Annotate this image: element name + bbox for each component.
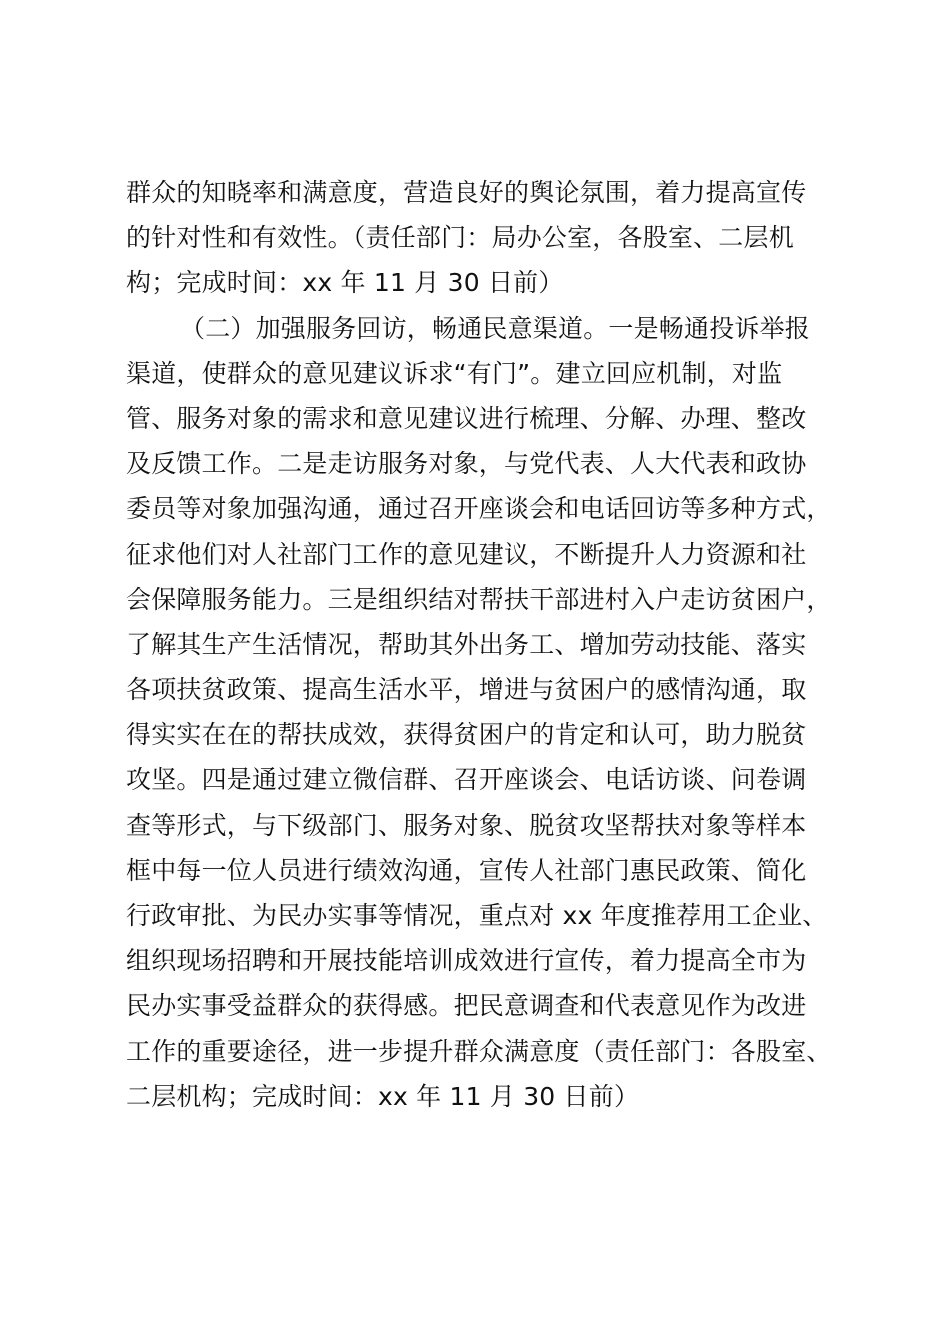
text-line: 组织现场招聘和开展技能培训成效进行宣传，着力提高全市为 — [126, 946, 807, 976]
text-line: 框中每一位人员进行绩效沟通，宣传人社部门惠民政策、简化 — [126, 855, 807, 885]
text-line: 得实实在在的帮扶成效，获得贫困户的肯定和认可，助力脱贫 — [126, 720, 807, 750]
text-line: 的针对性和有效性。（责任部门：局办公室，各股室、二层机 — [126, 223, 794, 253]
body-text — [126, 170, 846, 1119]
text-line: 构；完成时间：xx 年 11 月 30 日前） — [126, 268, 564, 298]
text-line: 管、服务对象的需求和意见建议进行梳理、分解、办理、整改 — [126, 403, 807, 433]
text-line: 二层机构；完成时间：xx 年 11 月 30 日前） — [126, 1081, 640, 1111]
text-line: 了解其生产生活情况，帮助其外出务工、增加劳动技能、落实 — [126, 629, 807, 659]
text-line: 征求他们对人社部门工作的意见建议，不断提升人力资源和社 — [126, 539, 807, 569]
text-line: 攻坚。四是通过建立微信群、召开座谈会、电话访谈、问卷调 — [126, 765, 807, 795]
text-line: 及反馈工作。二是走访服务对象，与党代表、人大代表和政协 — [126, 449, 807, 479]
text-line: 渠道，使群众的意见建议诉求“有门”。建立回应机制，对监 — [126, 358, 783, 388]
text-line: 群众的知晓率和满意度，营造良好的舆论氛围，着力提高宣传 — [126, 178, 807, 207]
text-line: 各项扶贫政策、提高生活水平，增进与贫困户的感情沟通，取 — [126, 675, 807, 705]
text-line: 民办实事受益群众的获得感。把民意调查和代表意见作为改进 — [126, 991, 807, 1021]
text-line: 会保障服务能力。三是组织结对帮扶干部进村入户走访贫困户， — [126, 584, 832, 614]
section-heading-line: （二）加强服务回访，畅通民意渠道。一是畅通投诉举报 — [180, 313, 811, 343]
text-line: 行政审批、为民办实事等情况，重点对 xx 年度推荐用工企业、 — [126, 901, 828, 930]
text-line: 工作的重要途径，进一步提升群众满意度（责任部门：各股室、 — [126, 1036, 832, 1066]
text-line: 查等形式，与下级部门、服务对象、脱贫攻坚帮扶对象等样本 — [126, 810, 807, 840]
text-line: 委员等对象加强沟通，通过召开座谈会和电话回访等多种方式， — [126, 494, 832, 524]
